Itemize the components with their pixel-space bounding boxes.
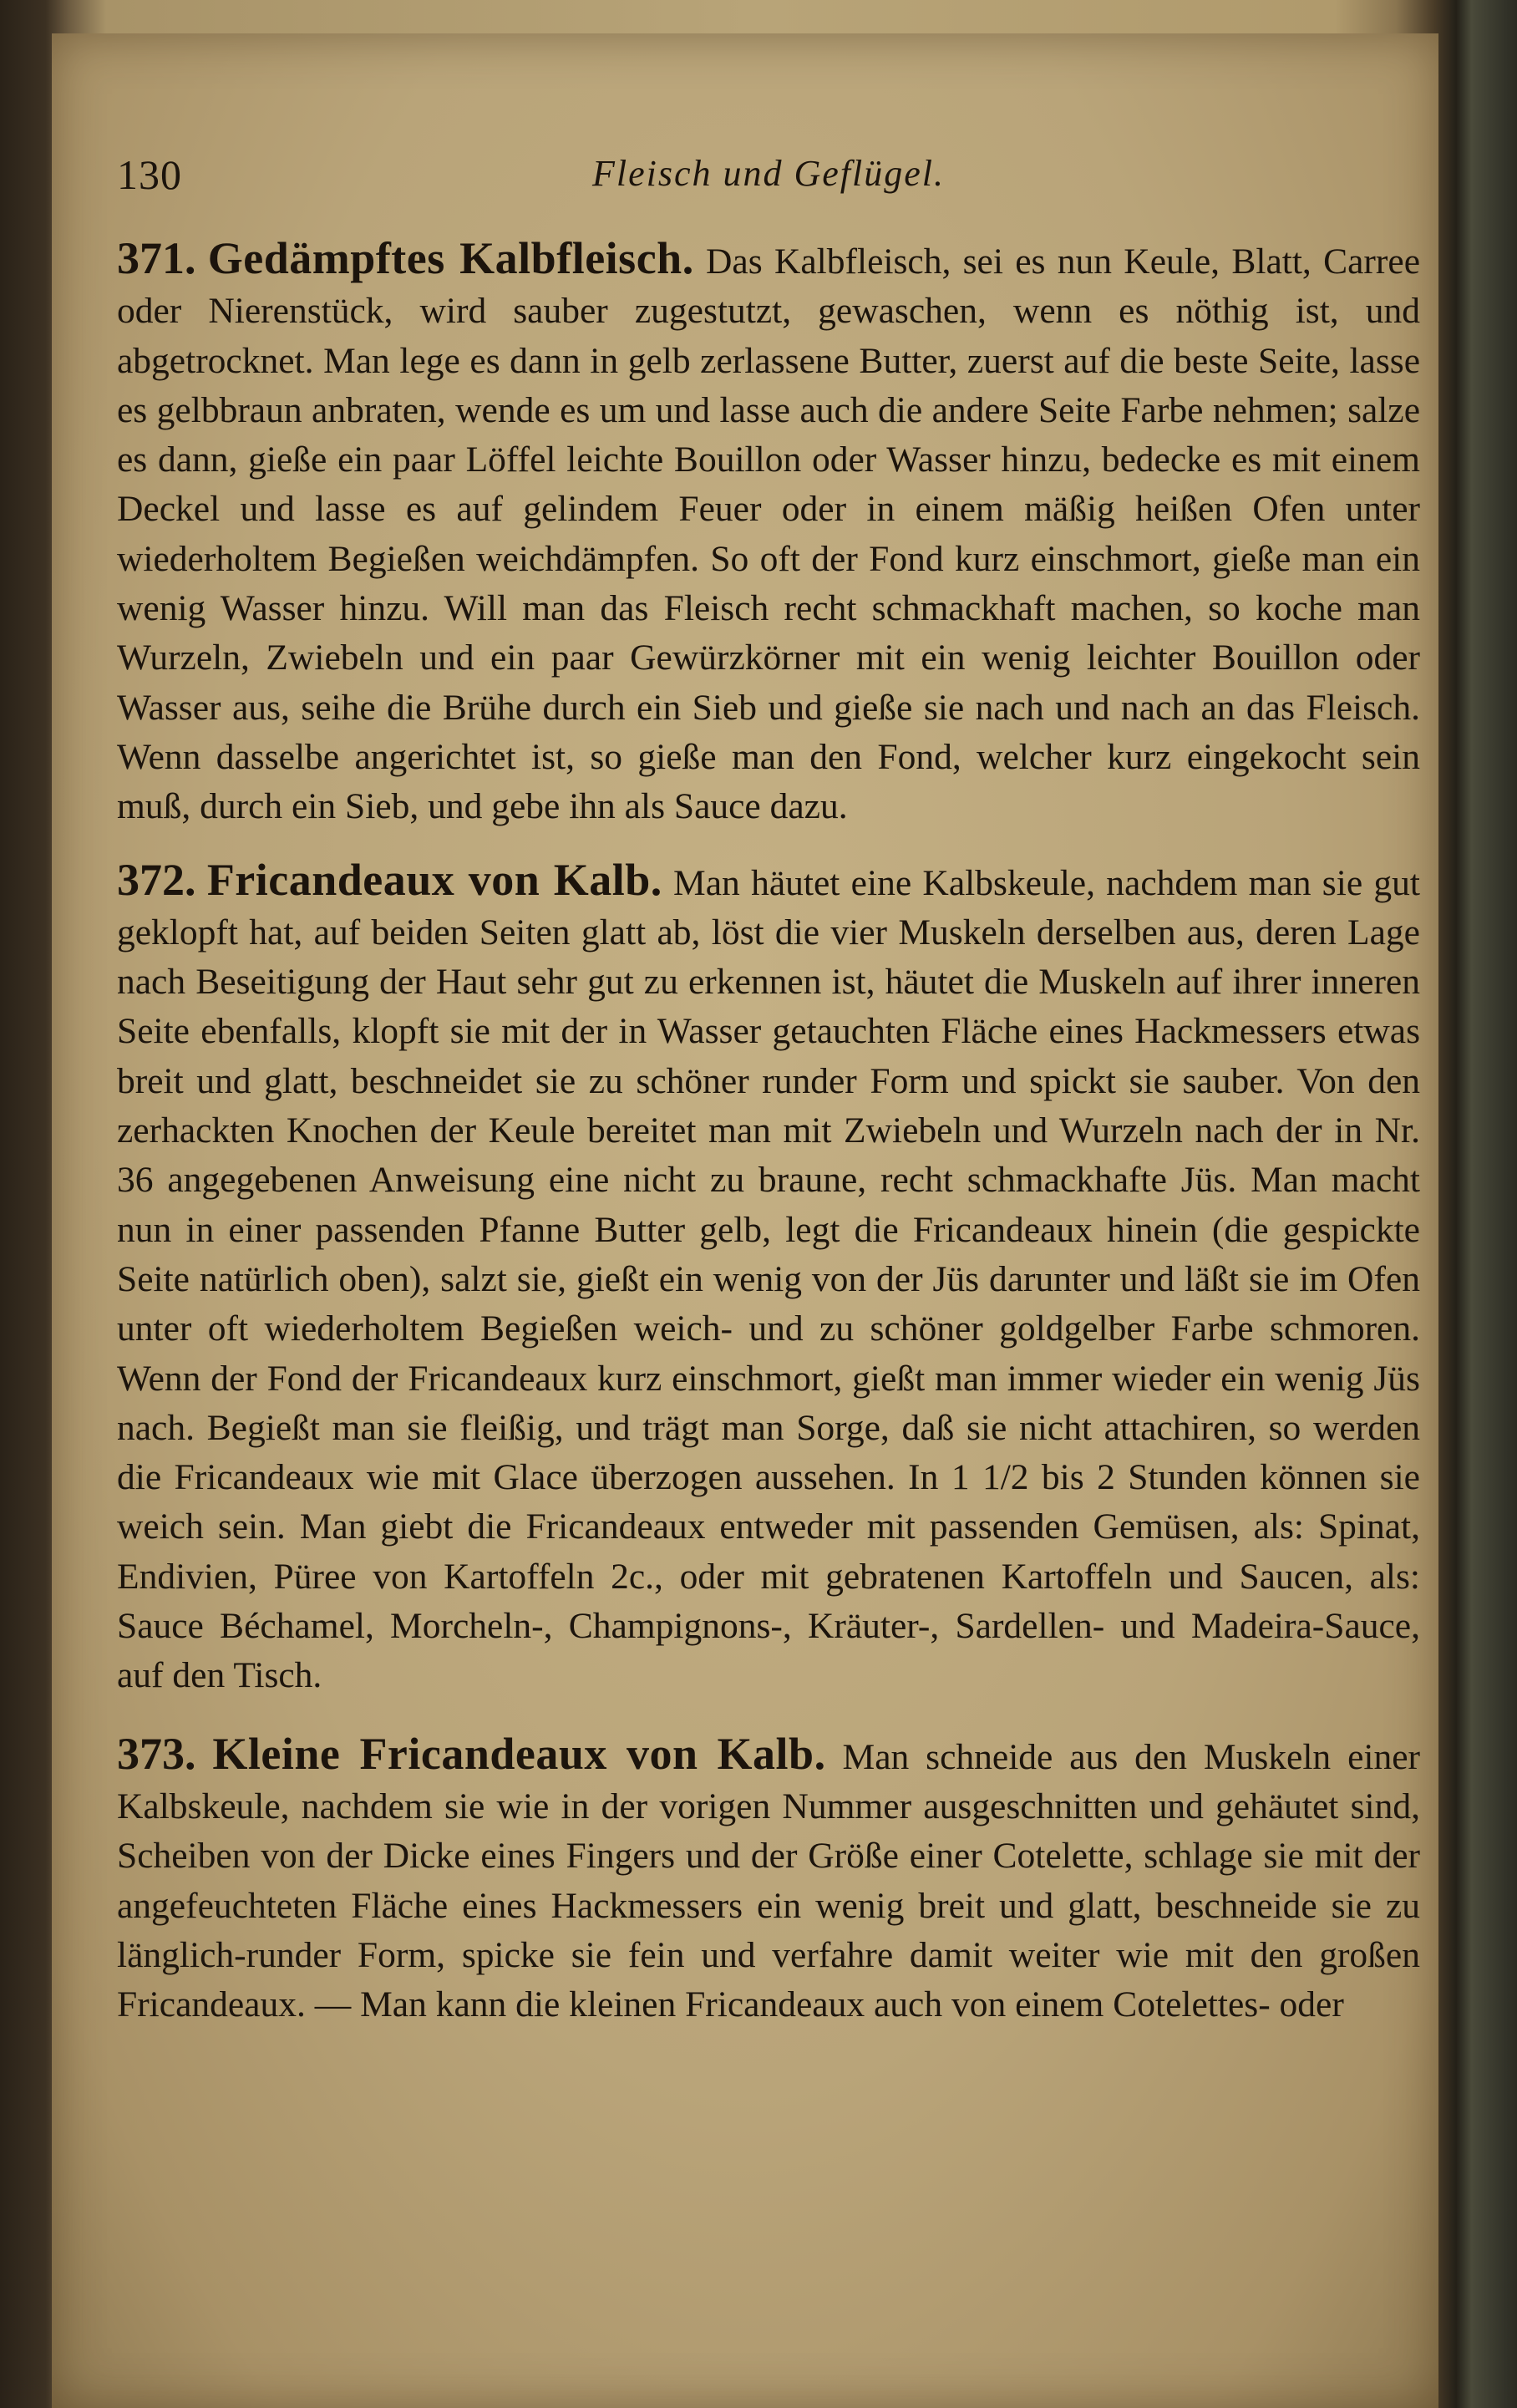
recipe-text: Das Kalbfleisch, sei es nun Keule, Blatt, Carree oder Nierenstück, wird sauber zugestutzt, gewaschen, wenn es nöthig ist, und abgetrocknet. Man lege es dann in gelb zerlassene Butter, zuerst auf die beste Seite, lasse es gelbbraun anbraten, wende es um und lasse auch die andere Seite Farbe nehmen; salze es dann, gieße ein paar Löffel leichte Bouillon oder Wasser hinzu, bedecke es mit einem Deckel und lasse es auf gelindem Feuer oder in einem mäßig heißen Ofen unter wiederholtem Begießen weichdämpfen. So oft der Fond kurz einschmort, gieße man ein wenig Wasser hinzu. Will man das Fleisch recht schmackhaft machen, so koche man Wurzeln, Zwiebeln und ein paar Gewürzkörner mit ein wenig leichter Bouillon oder Wasser aus, seihe die Brühe durch ein Sieb und gieße sie nach und nach an das Fleisch. Wenn dasselbe angerichtet ist, so gieße man den Fond, welcher kurz eingekocht sein muß, durch ein Sieb, und gebe ihn als Sauce dazu. — [117, 241, 1420, 827]
recipe-number: 371. — [117, 233, 196, 283]
recipe-number: 372. — [117, 854, 196, 905]
recipe-371 — [117, 234, 1420, 832]
recipe-number: 373. — [117, 1728, 196, 1779]
recipe-title: Kleine Fricandeaux von Kalb. — [212, 1728, 826, 1779]
recipe-paragraph — [117, 856, 1420, 1701]
recipe-title: Gedämpftes Kalbfleisch. — [207, 233, 694, 283]
book-page — [52, 33, 1438, 2408]
recipe-372 — [117, 856, 1420, 1701]
recipe-paragraph — [117, 234, 1420, 832]
recipe-text: Man schneide aus den Muskeln einer Kalbskeule, nachdem sie wie in der vorigen Nummer ausgeschnitten und gehäutet sind, Scheiben von der Dicke eines Fingers und der Größe einer Cotelette, schlage sie mit der angefeuchteten Fläche eines Hackmessers ein wenig breit und glatt, beschneide sie zu länglich-runder Form, spicke sie fein und verfahre damit weiter wie mit den großen Fricandeaux. — Man kann die kleinen Fricandeaux auch von einem Cotelettes- oder — [117, 1736, 1421, 2025]
running-head — [117, 117, 1420, 201]
recipe-text: Man häutet eine Kalbskeule, nachdem man sie gut geklopft hat, auf beiden Seiten glatt ab, löst die vier Muskeln derselben aus, deren Lage nach Beseitigung der Haut sehr gut zu erkennen ist, häutet die Muskeln auf ihrer inneren Seite ebenfalls, klopft sie mit der in Wasser getauchten Fläche eines Hackmessers etwas breit und glatt, beschneidet sie zu schöner runder Form und spickt sie sauber. Von den zerhackten Knochen der Keule bereitet man mit Zwiebeln und Wurzeln nach der in Nr. 36 angegebenen Anweisung eine nicht zu braune, recht schmackhafte Jüs. Man macht nun in einer passenden Pfanne Butter gelb, legt die Fricandeaux hinein (die gespickte Seite natürlich oben), salzt sie, gießt ein wenig von der Jüs darunter und läßt sie im Ofen unter oft wiederholtem Begießen weich- und zu schöner goldgelber Farbe schmoren. Wenn der Fond der Fricandeaux kurz einschmort, gießt man immer wieder ein wenig Jüs nach. Begießt man sie fleißig, und trägt man Sorge, daß sie nicht attachiren, so werden die Fricandeaux wie mit Glace überzogen aussehen. In 1 1/2 bis 2 Stunden können sie weich sein. Man giebt die Fricandeaux entweder mit passenden Gemüsen, als: Spinat, Endivien, Püree von Kartoffeln 2c., oder mit gebratenen Kartoffeln und Saucen, als: Sauce Béchamel, Morcheln-, Champignons-, Kräuter-, Sardellen- und Madeira-Sauce, auf den Tisch. — [117, 862, 1421, 1696]
recipe-title: Fricandeaux von Kalb. — [206, 854, 662, 905]
running-head-title: Fleisch und Geflügel. — [591, 153, 945, 194]
recipe-373 — [117, 1730, 1420, 2030]
page-content — [117, 117, 1420, 2030]
recipe-paragraph — [117, 1730, 1420, 2030]
page-number: 130 — [117, 151, 182, 198]
